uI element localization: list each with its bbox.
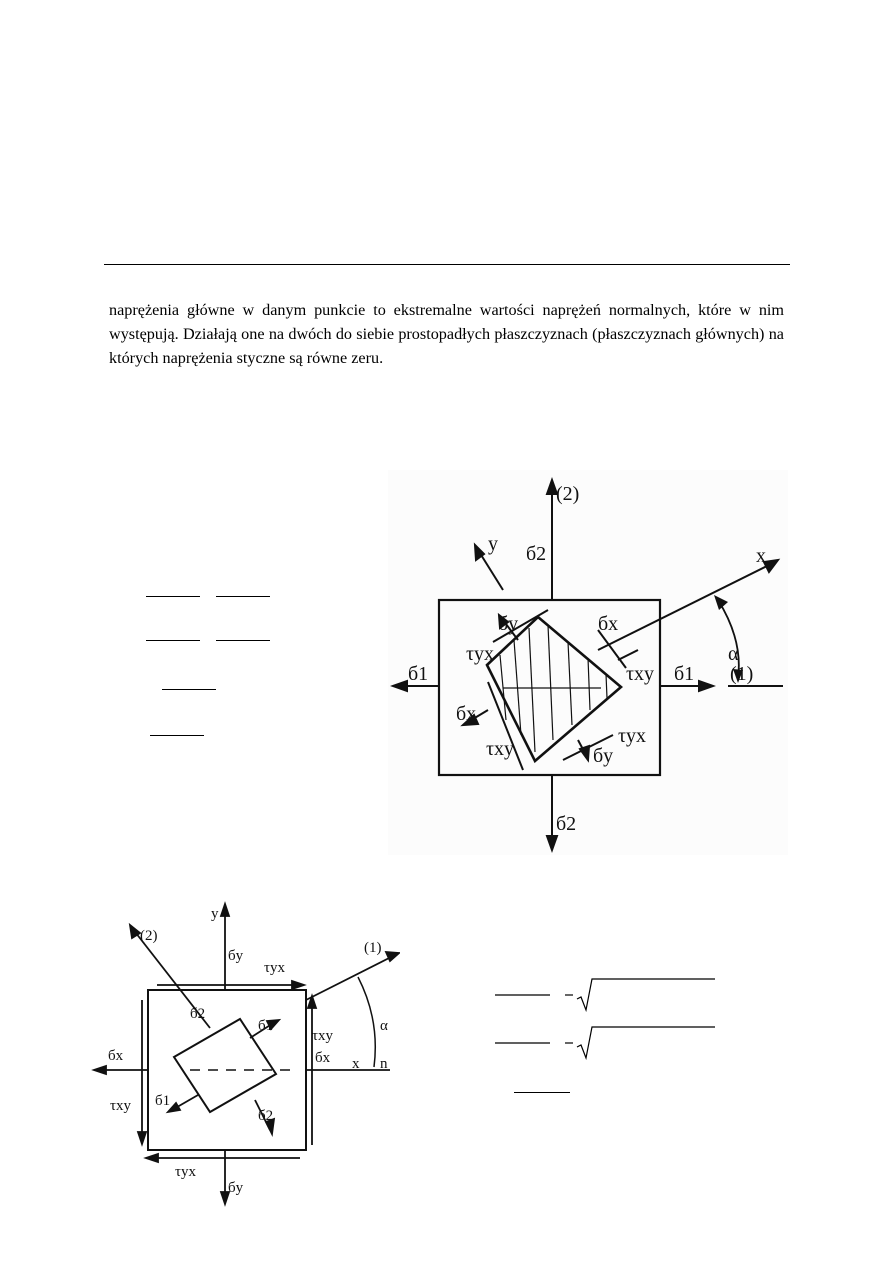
label-alpha: α [728, 643, 739, 665]
fraction-line-2b [216, 640, 270, 641]
fig2-label-sigma-x-left: бx [108, 1048, 124, 1064]
figure-principal-stresses [388, 470, 788, 855]
fig2-label-tau-xy-right: τxy [312, 1028, 334, 1044]
formula-skeleton-2 [495, 1023, 720, 1068]
label-axis-1: (1) [730, 663, 754, 685]
label-tau-yx-bottom: τyx [618, 725, 647, 747]
label-sigma2-bottom: б2 [556, 813, 577, 835]
label-axis-2: (2) [556, 483, 580, 505]
label-sigma-x-right: бx [598, 613, 619, 635]
formula-skeleton-1 [495, 975, 720, 1020]
fig2-label-alpha: α [380, 1018, 388, 1034]
label-sigma2-top: б2 [526, 543, 547, 565]
label-sigma-y-bottom: бy [593, 745, 614, 767]
fraction-line-2a [146, 640, 200, 641]
fraction-line-3 [162, 689, 216, 690]
fig2-label-x: x [352, 1056, 360, 1072]
label-y: y [488, 533, 498, 555]
label-sigma-y-top: бy [498, 613, 519, 635]
fraction-line-1b [216, 596, 270, 597]
label-tau-yx-top: τyx [466, 643, 495, 665]
fig2-label-sigma2-lower: б2 [258, 1108, 274, 1124]
fig2-label-y: y [211, 906, 219, 922]
fig2-label-n: n [380, 1056, 388, 1072]
fig2-label-sigma-x-right: бx [315, 1050, 331, 1066]
fraction-line-5 [514, 1092, 570, 1093]
fraction-line-1a [146, 596, 200, 597]
fraction-line-4 [150, 735, 204, 736]
fig2-label-tau-yx-bottom: τyx [175, 1164, 197, 1180]
fig2-label-sigma-y-bottom: бy [228, 1180, 244, 1196]
horizontal-rule [104, 264, 790, 265]
label-sigma1-right: б1 [674, 663, 695, 685]
fig2-label-sigma1-lower: б1 [155, 1093, 171, 1109]
fig2-label-sigma1-upper: б1 [258, 1018, 274, 1034]
label-sigma-x-left: бx [456, 703, 477, 725]
label-tau-xy-right: τxy [626, 663, 655, 685]
fig2-label-2: (2) [140, 928, 158, 944]
label-tau-xy-left: τxy [486, 738, 515, 760]
figure-general-stress-state [90, 900, 400, 1210]
fig2-label-tau-yx-top: τyx [264, 960, 286, 976]
fig2-label-sigma2-upper: б2 [190, 1006, 206, 1022]
paragraph-text: naprężenia główne w danym punkcie to ekstremalne wartości naprężeń normalnych, które w nim występują. Działają one na dwóch do siebie prostopadłych płaszczyznach (płaszczyznach głównych) na których naprężenia styczne są równe zeru. [109, 301, 784, 367]
fig2-label-tau-xy-left: τxy [110, 1098, 132, 1114]
fig2-label-1: (1) [364, 940, 382, 956]
label-sigma1-left: б1 [408, 663, 429, 685]
definition-paragraph [109, 298, 784, 370]
fig2-label-sigma-y-top: бy [228, 948, 244, 964]
label-x: x [756, 545, 766, 567]
